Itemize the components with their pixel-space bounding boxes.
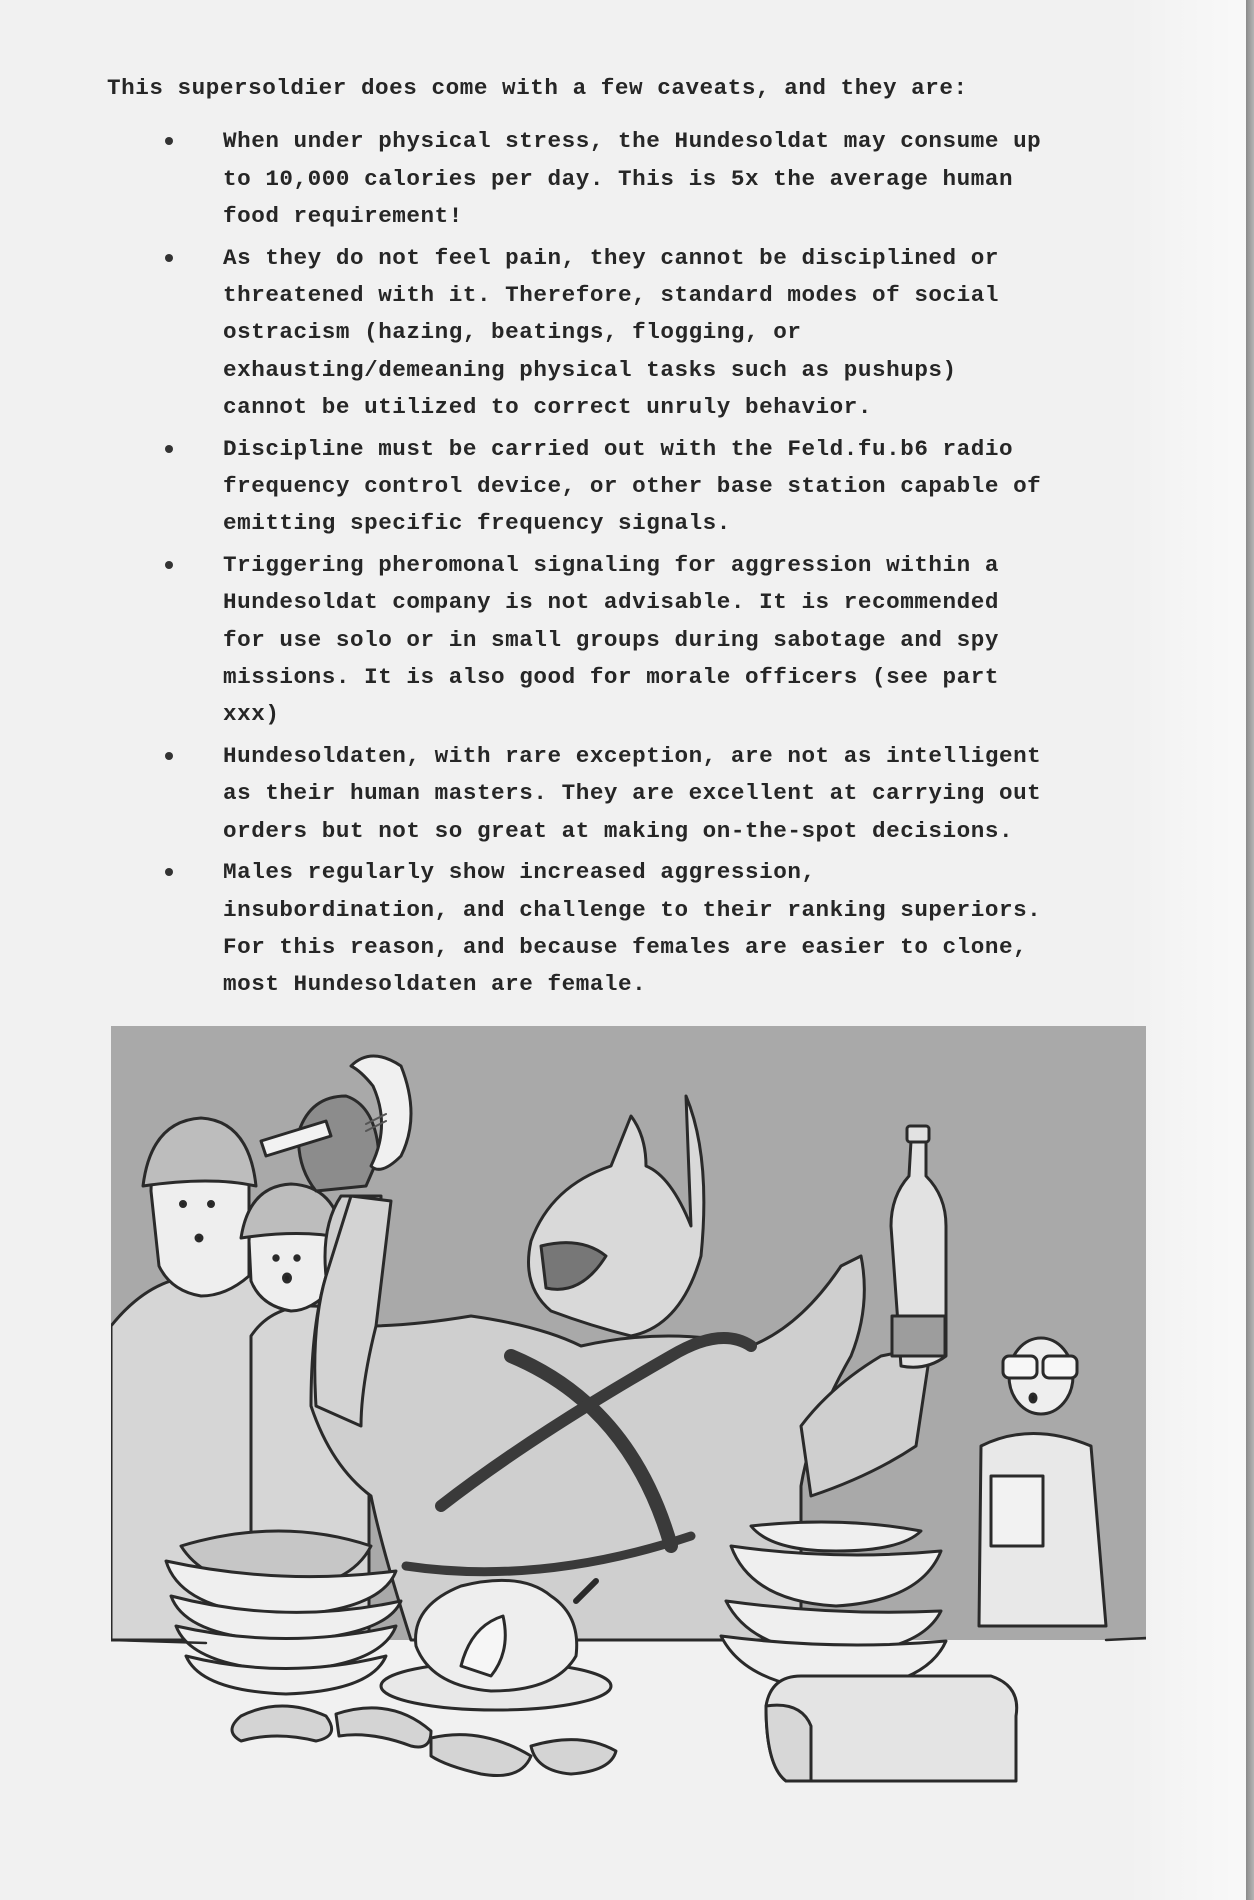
- caveats-list: [107, 123, 1147, 1003]
- text-line: exhausting/demeaning physical tasks such as pushups): [223, 356, 957, 383]
- text-line: insubordination, and challenge to their ranking superiors.: [223, 896, 1042, 923]
- text-line: frequency control device, or other base station capable of: [223, 472, 1042, 499]
- illustration-drawing: [111, 1026, 1146, 1786]
- text-line: Males regularly show increased aggression,: [223, 859, 816, 886]
- text-line: As they do not feel pain, they cannot be disciplined or: [223, 244, 999, 271]
- text-line: Hundesoldaten, with rare exception, are not as intelligent: [223, 743, 1042, 770]
- bullet-icon: [165, 561, 173, 569]
- caveat-intelligence: [107, 738, 1147, 850]
- bullet-icon: [165, 254, 173, 262]
- text-line: to 10,000 calories per day. This is 5x the average human: [223, 165, 1014, 192]
- text-line: cannot be utilized to correct unruly behavior.: [223, 393, 872, 420]
- text-line: For this reason, and because females are easier to clone,: [223, 934, 1028, 961]
- text-line: as their human masters. They are excellent at carrying out: [223, 780, 1042, 807]
- text-line: threatened with it. Therefore, standard modes of social: [223, 281, 999, 308]
- caveat-pain: [107, 240, 1147, 426]
- bullet-icon: [165, 445, 173, 453]
- feast-illustration: [111, 1026, 1146, 1786]
- scientist-icon: [979, 1338, 1106, 1626]
- text-line: most Hundesoldaten are female.: [223, 971, 647, 998]
- text-line: ostracism (hazing, beatings, flogging, or: [223, 319, 802, 346]
- sausages-icon: [232, 1706, 616, 1776]
- text-line: for use solo or in small groups during sabotage and spy: [223, 626, 999, 653]
- caveat-males: [107, 854, 1147, 1003]
- bullet-icon: [165, 868, 173, 876]
- caveat-pheromones: [107, 547, 1147, 733]
- page-edge-shadow: [1246, 0, 1254, 1900]
- bullet-icon: [165, 137, 173, 145]
- text-line: Triggering pheromonal signaling for aggression within a: [223, 552, 999, 579]
- bullet-icon: [165, 752, 173, 760]
- text-line: orders but not so great at making on-the-spot decisions.: [223, 817, 1014, 844]
- text-line: Discipline must be carried out with the Feld.fu.b6 radio: [223, 435, 1014, 462]
- caveat-discipline: [107, 431, 1147, 543]
- text-line: When under physical stress, the Hundesoldat may consume up: [223, 128, 1042, 155]
- bread-loaf-icon: [766, 1676, 1017, 1781]
- text-line: Hundesoldat company is not advisable. It is recommended: [223, 589, 999, 616]
- text-line: xxx): [223, 701, 280, 728]
- text-line: food requirement!: [223, 202, 463, 229]
- text-line: missions. It is also good for morale officers (see part: [223, 663, 999, 690]
- caveat-calories: [107, 123, 1147, 235]
- document-body: [107, 70, 1147, 1008]
- bowl-stack-icon: [166, 1531, 401, 1694]
- text-line: emitting specific frequency signals.: [223, 510, 731, 537]
- intro-paragraph: This supersoldier does come with a few caveats, and they are:: [107, 75, 968, 101]
